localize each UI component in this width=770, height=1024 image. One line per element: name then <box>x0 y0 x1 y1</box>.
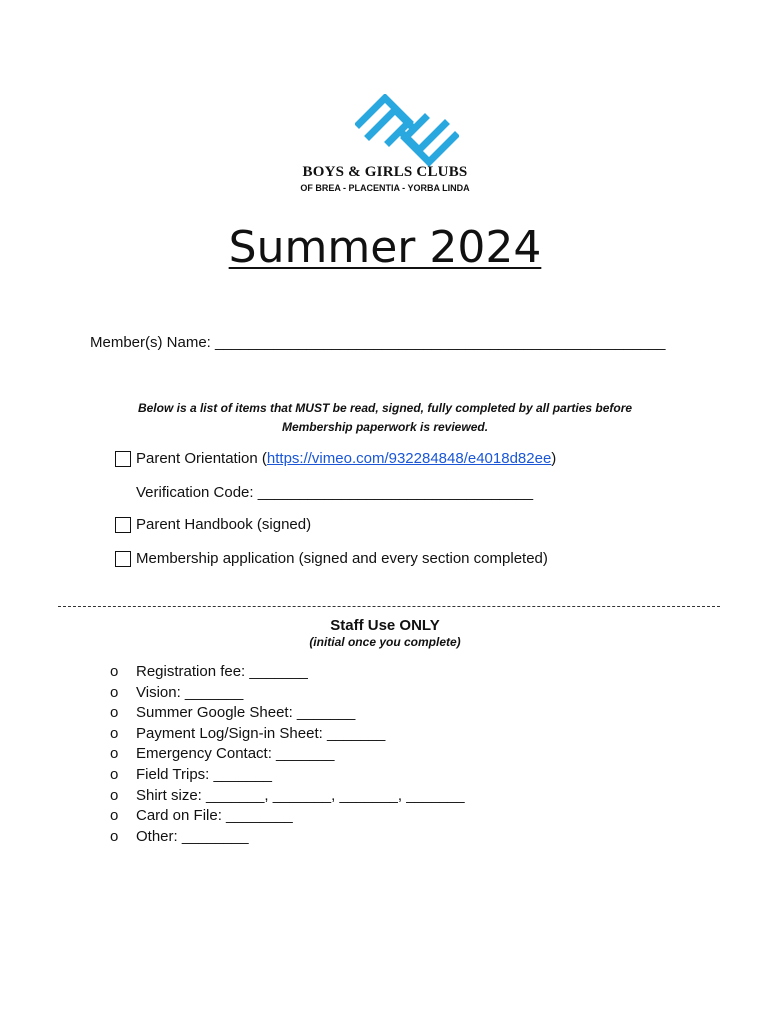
member-name-field[interactable]: Member(s) Name: ______________________________________________________ <box>90 334 666 351</box>
staff-item-label: Card on File: ________ <box>136 807 293 825</box>
staff-item[interactable] <box>110 662 465 683</box>
staff-item-label: Payment Log/Sign-in Sheet: _______ <box>136 724 386 742</box>
orientation-item <box>136 450 556 468</box>
bullet-icon: o <box>110 663 119 680</box>
staff-item-label: Vision: _______ <box>136 683 244 701</box>
bullet-icon: o <box>110 704 119 722</box>
staff-item[interactable] <box>110 724 465 745</box>
bullet-icon: o <box>110 786 119 804</box>
staff-item[interactable] <box>110 683 465 704</box>
bullet-icon: o <box>110 745 119 763</box>
bullet-icon: o <box>110 724 119 742</box>
staff-checklist <box>110 662 465 847</box>
staff-item-label: Emergency Contact: _______ <box>136 745 335 763</box>
orientation-suffix: ) <box>551 450 557 467</box>
staff-item-label: Field Trips: _______ <box>136 765 272 783</box>
staff-item[interactable] <box>110 806 465 827</box>
staff-item[interactable] <box>110 765 465 786</box>
notice-text <box>90 399 680 437</box>
bullet-icon: o <box>110 807 119 825</box>
staff-item[interactable] <box>110 786 465 807</box>
staff-item-label: Registration fee: _______ <box>136 663 308 680</box>
staff-item-label: Shirt size: _______, _______, _______, _______ <box>136 786 465 804</box>
notice-line-1: Below is a list of items that MUST be read, signed, fully completed by all parties before <box>137 401 633 415</box>
page-title-text: Summer 2024 <box>228 222 542 273</box>
staff-item-label: Other: ________ <box>136 827 249 845</box>
orientation-video-link[interactable]: https://vimeo.com/932284848/e4018d82ee <box>266 450 552 467</box>
notice-line-2: Membership paperwork is reviewed. <box>281 420 489 434</box>
staff-item-label: Summer Google Sheet: _______ <box>136 704 356 722</box>
orientation-label: Parent Orientation ( <box>136 450 267 467</box>
verification-code-field[interactable]: Verification Code: _________________________________ <box>136 484 534 501</box>
staff-section-subtitle: (initial once you complete) <box>309 635 461 649</box>
membership-checkbox[interactable] <box>115 551 131 567</box>
membership-label: Membership application (signed and every section completed) <box>136 550 548 567</box>
staff-item[interactable] <box>110 703 465 724</box>
orientation-checkbox[interactable] <box>115 451 131 467</box>
section-divider <box>58 606 720 607</box>
staff-section-title: Staff Use ONLY <box>330 617 440 634</box>
staff-item[interactable] <box>110 744 465 765</box>
boys-girls-clubs-logo-icon <box>355 94 459 168</box>
bullet-icon: o <box>110 683 119 701</box>
staff-item[interactable] <box>110 827 465 848</box>
bullet-icon: o <box>110 765 119 783</box>
page-title <box>0 222 770 274</box>
org-name: BOYS & GIRLS CLUBS <box>302 164 468 180</box>
bullet-icon: o <box>110 827 119 845</box>
handbook-label: Parent Handbook (signed) <box>136 516 312 533</box>
handbook-checkbox[interactable] <box>115 517 131 533</box>
org-subtitle: OF BREA - PLACENTIA - YORBA LINDA <box>300 183 470 193</box>
